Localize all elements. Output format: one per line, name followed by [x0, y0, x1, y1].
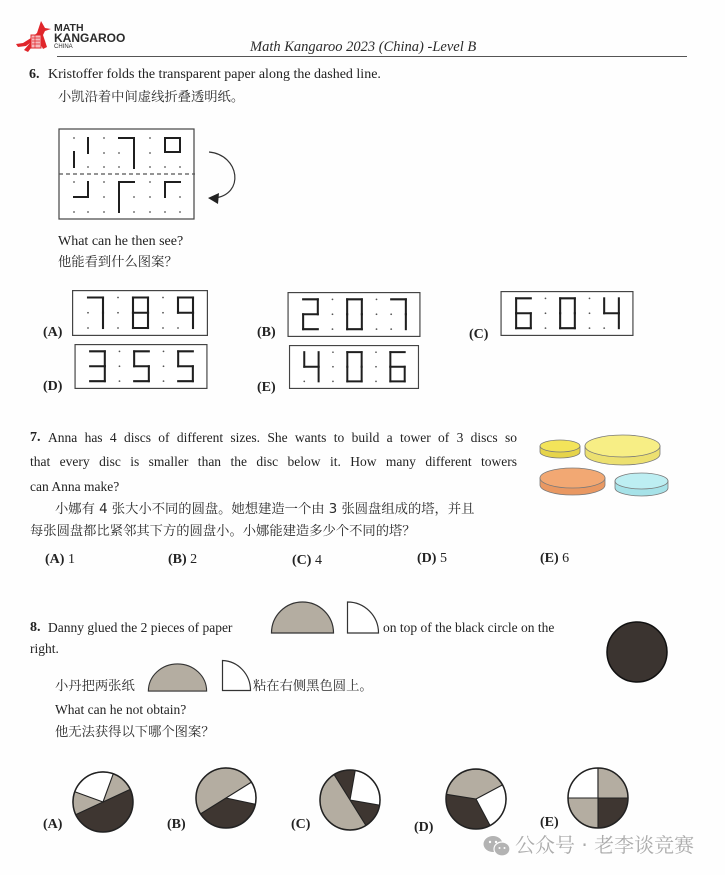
discs-figure: [538, 430, 670, 500]
colon-dot: [117, 297, 119, 299]
watermark-icon-wrap: [483, 834, 511, 858]
q8-option-a-label: (A): [43, 817, 63, 832]
question-8-text-after: on top of the black circle on the: [383, 620, 555, 635]
option-c-display: [498, 291, 636, 336]
cyan-disc: [615, 473, 668, 496]
pie-sector-white: [350, 770, 380, 805]
question-8-prompt-zh: 他无法获得以下哪个图案？: [55, 725, 215, 740]
colon-dot: [375, 380, 377, 382]
grid-dot: [390, 328, 392, 330]
question-7-text-en-line3: can Anna make?: [30, 479, 120, 494]
q7-option-e-label: (E): [540, 551, 559, 566]
logo: [14, 19, 56, 53]
option-e-display: [286, 345, 422, 389]
question-6-prompt-zh: 他能看到什么图案？: [58, 255, 178, 270]
disc-top: [540, 440, 580, 452]
pie-figure-c: [318, 768, 382, 832]
question-6-text-zh: 小凯沿着中间虚线折叠透明纸。: [58, 90, 245, 105]
fold-figure: [55, 125, 245, 225]
pie-figure-d: [444, 767, 508, 831]
colon-dot: [332, 313, 334, 315]
q7-option-d-label: (D): [417, 551, 437, 566]
grid-dot: [390, 313, 392, 315]
q7-option-a: [45, 552, 75, 568]
option-b-display: [286, 292, 422, 337]
colon-dot: [376, 313, 378, 315]
q7-option-c-value: 4: [314, 553, 322, 568]
pie-figure-e: [566, 766, 630, 830]
question-7-text-zh-line2: 每张圆盘都比紧邻其下方的圆盘小。小娜能建造多少个不同的塔？: [30, 524, 416, 539]
grid-dot: [87, 327, 89, 329]
white-quarter-circle-icon: [346, 600, 380, 635]
colon-dot: [162, 297, 164, 299]
colon-dot: [376, 298, 378, 300]
grid-dot: [603, 327, 605, 329]
digit-display-e: [286, 345, 422, 389]
disc-top: [615, 473, 668, 489]
page-title: Math Kangaroo 2023 (China) -Level B: [250, 39, 477, 55]
watermark-text: 公众号 · 老李谈竞赛: [515, 833, 695, 857]
q8-option-d-label: (D): [414, 820, 434, 835]
option-b-label: (B): [257, 325, 276, 340]
colon-dot: [117, 327, 119, 329]
q7-option-c-label: (C): [292, 553, 312, 568]
question-8-text-cont: right.: [30, 641, 59, 656]
colon-dot: [332, 351, 334, 353]
semicircle-piece-zh: [146, 662, 209, 693]
question-7-text-en-line1: Anna has 4 discs of different sizes. She wants to build a tower of 3 discs so: [48, 430, 517, 445]
logo-text-china: CHINA: [54, 44, 73, 50]
q7-option-a-label: (A): [45, 552, 65, 567]
colon-dot: [119, 380, 121, 382]
colon-dot: [162, 312, 164, 314]
black-circle: [605, 620, 669, 684]
q8-option-e-label: (E): [540, 815, 559, 830]
colon-dot: [162, 327, 164, 329]
q7-option-e: [540, 551, 569, 567]
q7-option-b: [168, 552, 197, 568]
digit-display-c: [498, 291, 636, 336]
orange-disc: [540, 468, 605, 495]
q7-option-b-label: (B): [168, 552, 187, 567]
option-e-label: (E): [257, 380, 276, 395]
question-number-6: 6.: [29, 67, 40, 82]
q7-option-d: [417, 551, 447, 567]
option-a-label: (A): [43, 325, 63, 340]
colon-dot: [163, 380, 165, 382]
colon-dot: [332, 366, 334, 368]
white-quarter-circle-icon: [221, 659, 252, 692]
grid-dot: [87, 312, 89, 314]
colon-dot: [163, 365, 165, 367]
colon-dot: [332, 328, 334, 330]
q8-option-b-figure: [194, 766, 258, 830]
q7-option-a-value: 1: [67, 552, 75, 567]
q7-option-d-value: 5: [439, 551, 447, 566]
q8-option-d-figure: [444, 767, 508, 831]
gray-semicircle-icon: [146, 662, 209, 693]
header-divider: [57, 56, 687, 57]
quarter-piece: [346, 600, 380, 635]
small-yellow-disc: [540, 440, 580, 458]
question-8-text-before: Danny glued the 2 pieces of paper: [48, 620, 233, 635]
gray-semicircle-icon: [270, 600, 335, 635]
colon-dot: [545, 312, 547, 314]
digit-display-a: [72, 290, 208, 336]
q7-option-b-value: 2: [190, 552, 198, 567]
question-8-text-zh-before: 小丹把两张纸: [55, 679, 135, 694]
pie-figure-b: [194, 766, 258, 830]
logo-kangaroo-icon: [14, 19, 56, 53]
disc-top: [540, 468, 605, 488]
q8-option-a-figure: [71, 770, 135, 834]
colon-dot: [163, 350, 165, 352]
question-number-7: 7.: [30, 430, 41, 445]
colon-dot: [119, 350, 121, 352]
option-c-label: (C): [469, 327, 489, 342]
q7-option-c: [292, 553, 322, 569]
wechat-icon: [483, 834, 511, 858]
q8-option-b-label: (B): [167, 817, 186, 832]
large-yellow-disc: [585, 435, 660, 465]
option-a-display: [72, 290, 208, 336]
question-number-8: 8.: [30, 620, 41, 635]
colon-dot: [332, 298, 334, 300]
colon-dot: [589, 312, 591, 314]
grid-dot: [177, 327, 179, 329]
question-6-prompt-en: What can he then see?: [58, 234, 184, 249]
option-d-display: [73, 344, 209, 389]
pie-figure-a: [71, 770, 135, 834]
colon-dot: [119, 365, 121, 367]
colon-dot: [589, 297, 591, 299]
disc-top: [585, 435, 660, 457]
q7-option-e-value: 6: [562, 551, 570, 566]
fold-arrow-icon: [209, 152, 235, 198]
colon-dot: [589, 327, 591, 329]
option-d-label: (D): [43, 379, 63, 394]
colon-dot: [375, 366, 377, 368]
four-discs-illustration: [538, 430, 670, 500]
colon-dot: [545, 327, 547, 329]
colon-dot: [332, 380, 334, 382]
fold-arrowhead-icon: [208, 193, 219, 204]
transparent-paper-figure: [55, 125, 245, 225]
colon-dot: [375, 351, 377, 353]
colon-dot: [117, 312, 119, 314]
semicircle-piece: [270, 600, 335, 635]
question-7-text-en-line2: that every disc is smaller than the disc below it. How many different towers: [30, 454, 517, 469]
grid-dot: [303, 380, 305, 382]
question-6-text-en: Kristoffer folds the transparent paper along the dashed line.: [48, 67, 381, 82]
black-circle-figure: [605, 620, 669, 684]
colon-dot: [376, 328, 378, 330]
colon-dot: [545, 297, 547, 299]
q8-option-e-figure: [566, 766, 630, 830]
question-8-text-zh-after: 粘在右侧黑色圆上。: [253, 679, 373, 694]
question-8-prompt-en: What can he not obtain?: [55, 702, 187, 717]
question-7-text-zh-line1: 小娜有 4 张大小不同的圆盘。她想建造一个由 3 张圆盘组成的塔，并且: [55, 502, 475, 517]
q8-option-c-label: (C): [291, 817, 311, 832]
logo-text-math: MATH: [54, 22, 84, 34]
digit-display-b: [286, 292, 422, 337]
q8-option-c-figure: [318, 768, 382, 832]
logo-text-kangaroo: KANGAROO: [54, 31, 126, 45]
quarter-piece-zh: [221, 659, 252, 692]
digit-display-d: [73, 344, 209, 389]
